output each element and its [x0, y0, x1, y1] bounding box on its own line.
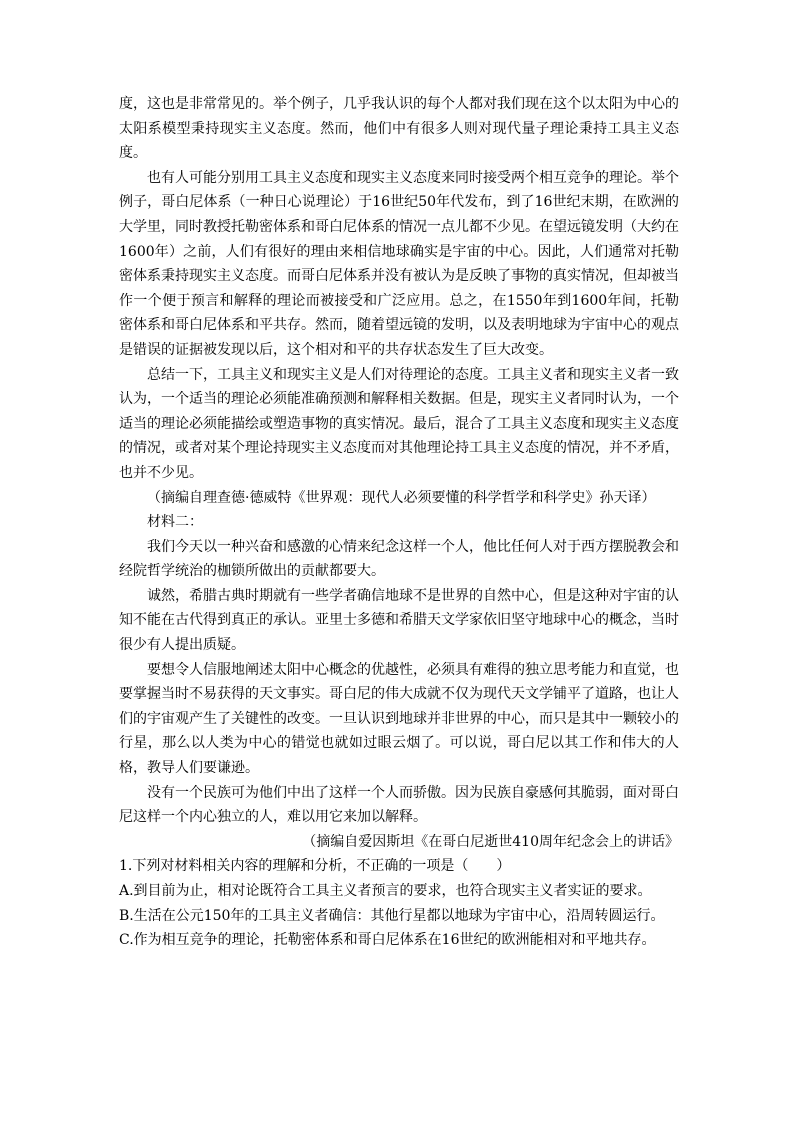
source-citation-2: （摘编自爱因斯坦《在哥白尼逝世410周年纪念会上的讲话》 — [302, 833, 679, 850]
material-two-paragraph-4: 没有一个民族可为他们中出了这样一个人而骄傲。因为民族自豪感何其脆弱，面对哥白尼这样一个内心独立的人，难以用它来加以解释。 — [119, 784, 679, 826]
material-two-label: 材料二： — [147, 514, 203, 531]
question-stem: 1.下列对材料相关内容的理解和分析，不正确的一项是（ ） — [119, 858, 511, 875]
option-b: B.生活在公元150年的工具主义者确信：其他行星都以地球为宇宙中心，沿周转圆运行。 — [119, 907, 665, 924]
paragraph-summary: 总结一下，工具主义和现实主义是人们对待理论的态度。工具主义者和现实主义者一致认为，一个适当的理论必须能准确预测和解释相关数据。但是，现实主义者同时认为，一个适当的理论必须能描绘或塑造事物的真实情况。最后，混合了工具主义态度和现实主义态度的情况，或者对某个理论持现实主义态度而对其他理论持工具主义态度的情况，并不矛盾，也并不少见。 — [119, 366, 679, 481]
material-two-paragraph-1: 我们今天以一种兴奋和感激的心情来纪念这样一个人，他比任何人对于西方摆脱教会和经院哲学统治的枷锁所做出的贡献都要大。 — [119, 538, 679, 580]
source-citation-1: （摘编自理查德·德威特《世界观：现代人必须要懂的科学哲学和科学史》孙天译） — [147, 489, 656, 506]
option-c: C.作为相互竞争的理论，托勒密体系和哥白尼体系在16世纪的欧洲能相对和平地共存。 — [119, 932, 656, 949]
paragraph-theories: 也有人可能分别用工具主义态度和现实主义态度来同时接受两个相互竞争的理论。举个例子，哥白尼体系（一种日心说理论）于16世纪50年代发布，到了16世纪末期，在欧洲的大学里，同时教授托勒密体系和哥白尼体系的情况一点儿都不少见。在望远镜发明（大约在1600年）之前，人们有很好的理由来相信地球确实是宇宙的中心。因此，人们通常对托勒密体系秉持现实主义态度。而哥白尼体系并没有被认为是反映了事物的真实情况，但却被当作一个便于预言和解释的理论而被接受和广泛应用。总之，在1550年到1600年间，托勒密体系和哥白尼体系和平共存。然而，随着望远镜的发明，以及表明地球为宇宙中心的观点是错误的证据被发现以后，这个相对和平的共存状态发生了巨大改变。 — [119, 169, 679, 358]
option-a: A.到目前为止，相对论既符合工具主义者预言的要求，也符合现实主义者实证的要求。 — [119, 883, 652, 899]
document-page — [119, 92, 679, 953]
material-two-paragraph-3: 要想令人信服地阐述太阳中心概念的优越性，必须具有难得的独立思考能力和直觉，也要掌握当时不易获得的天文事实。哥白尼的伟大成就不仅为现代天文学铺平了道路，也让人们的宇宙观产生了关键性的改变。一旦认识到地球并非世界的中心，而只是其中一颗较小的行星，那么以人类为中心的错觉也就如过眼云烟了。可以说，哥白尼以其工作和伟大的人格，教导人们要谦逊。 — [119, 661, 679, 777]
material-two-paragraph-2: 诚然，希腊古典时期就有一些学者确信地球不是世界的自然中心，但是这种对宇宙的认知不能在古代得到真正的承认。亚里士多德和希腊天文学家依旧坚守地球中心的概念，当时很少有人提出质疑。 — [119, 587, 679, 654]
paragraph-continuation: 度，这也是非常常见的。举个例子，几乎我认识的每个人都对我们现在这个以太阳为中心的太阳系模型秉持现实主义态度。然而，他们中有很多人则对现代量子理论秉持工具主义态度。 — [119, 96, 679, 162]
